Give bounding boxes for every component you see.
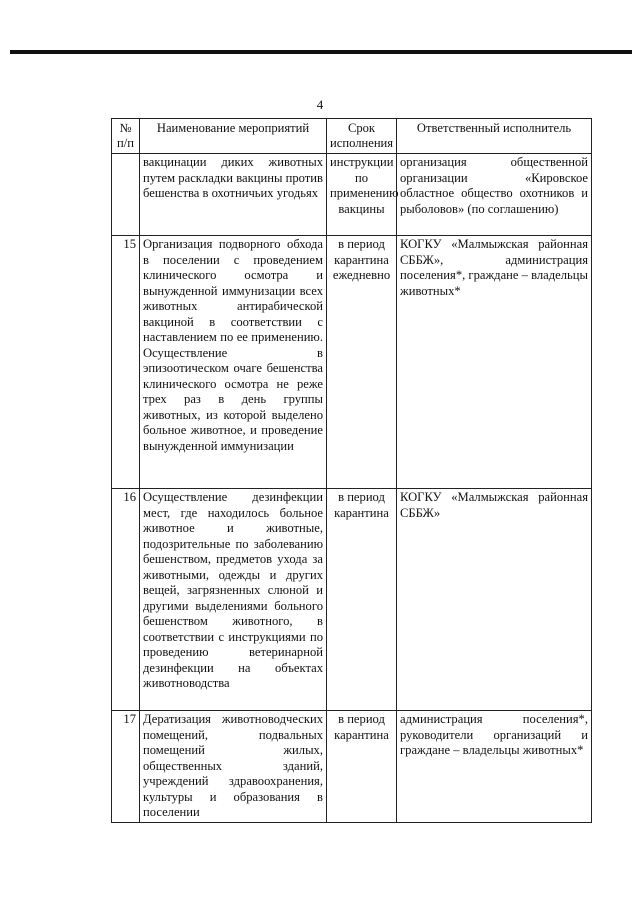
row-term: инструкции по применению вакцины bbox=[327, 154, 397, 236]
row-num bbox=[112, 154, 140, 236]
row-term: в период карантина bbox=[327, 711, 397, 823]
row-num: 15 bbox=[112, 236, 140, 489]
row-name: вакцинации диких животных путем раскладки вакцины против бешенства в охотничьих угодьях bbox=[140, 154, 327, 236]
row-executor: администрация поселения*, руководители организаций и граждане – владельцы животных* bbox=[397, 711, 592, 823]
header-name: Наименование мероприятий bbox=[140, 119, 327, 154]
row-name: Организация подворного обхода в поселении с проведением клинического осмотра и вынужденной иммунизации всех животных антирабической вакциной в соответствии с наставлением по ее применению. Осуществление в эпизоотическом очаге бешенства клинического осмотра не реже трех раз в день группы животных, из которой выделено больное животное, и проведение вынужденной иммунизации bbox=[140, 236, 327, 489]
row-name: Дератизация животноводческих помещений, подвальных помещений жилых, общественных зданий, учреждений здравоохранения, культуры и образования в поселении bbox=[140, 711, 327, 823]
table-row bbox=[112, 489, 592, 711]
row-term: в период карантина bbox=[327, 489, 397, 711]
row-term: в период карантина ежедневно bbox=[327, 236, 397, 489]
measures-table bbox=[111, 118, 592, 823]
top-rule bbox=[10, 50, 632, 54]
row-name: Осуществление дезинфекции мест, где находилось больное животное и животные, подозрительные по заболеванию бешенством, предметов ухода за животными, одежды и других вещей, загрязненных слюной и другими выделениями больного бешенством животного, в соответствии с инструкциями по проведению ветеринарной дезинфекции на объектах животноводства bbox=[140, 489, 327, 711]
table-row bbox=[112, 711, 592, 823]
row-executor: КОГКУ «Малмыжская районная СББЖ» bbox=[397, 489, 592, 711]
row-num: 16 bbox=[112, 489, 140, 711]
row-executor: организация общественной организации «Кировское областное общество охотников и рыболовов» (по соглашению) bbox=[397, 154, 592, 236]
header-num: № п/п bbox=[112, 119, 140, 154]
page-number: 4 bbox=[316, 97, 324, 112]
header-term: Срок исполнения bbox=[327, 119, 397, 154]
table-header-row bbox=[112, 119, 592, 154]
header-executor: Ответственный исполнитель bbox=[397, 119, 592, 154]
table-row bbox=[112, 236, 592, 489]
row-num: 17 bbox=[112, 711, 140, 823]
table-row bbox=[112, 154, 592, 236]
row-executor: КОГКУ «Малмыжская районная СББЖ», администрация поселения*, граждане – владельцы животных* bbox=[397, 236, 592, 489]
